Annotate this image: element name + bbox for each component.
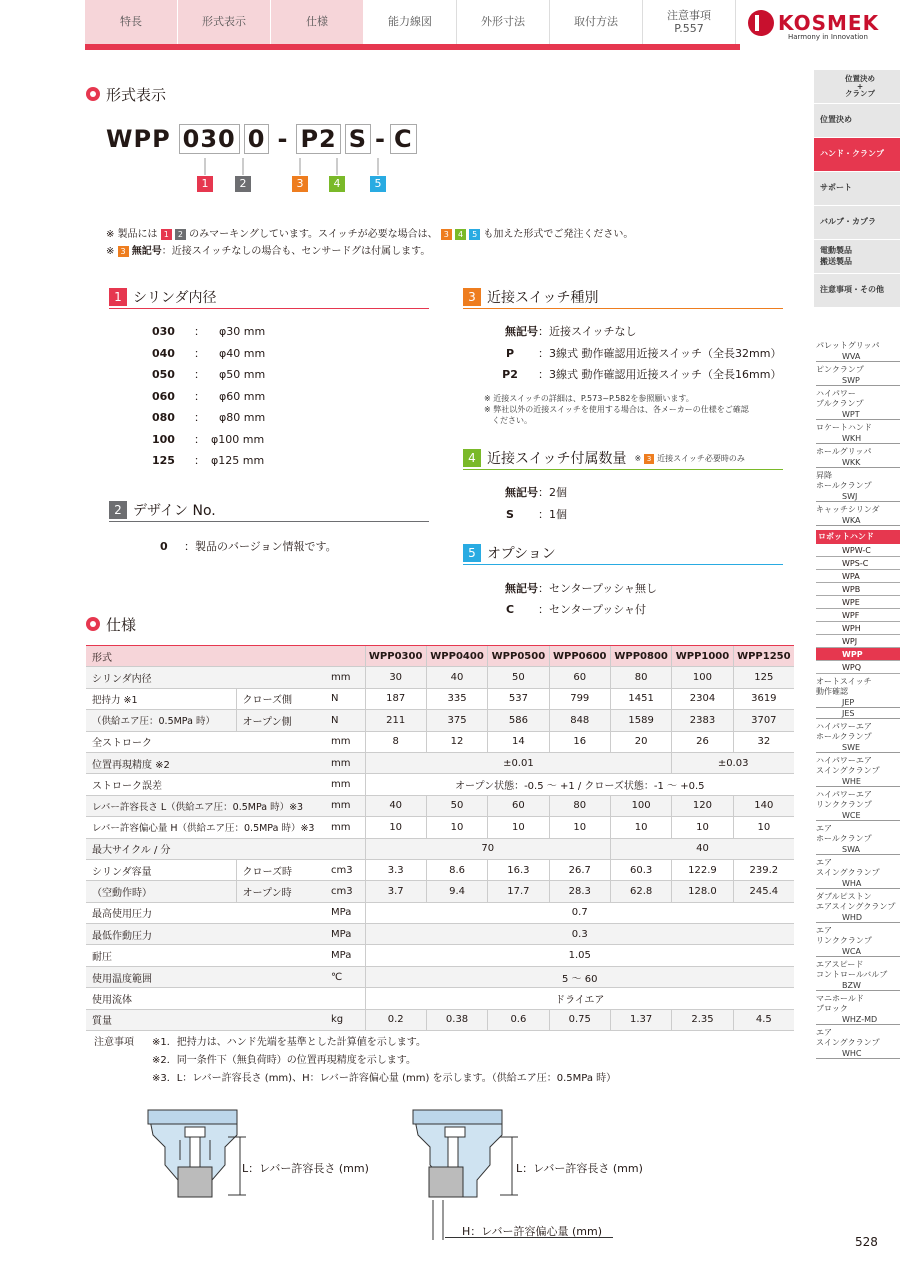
sidebar-item-code: JES	[816, 708, 900, 719]
tab-dimensions[interactable]: 外形寸法	[457, 0, 550, 44]
bore-row: 030 ： φ30 mm	[152, 325, 266, 338]
option-row: 無記号：センタープッシャ無し	[505, 582, 658, 595]
table-row: 使用温度範囲 ℃ 5 ～ 60	[86, 966, 794, 987]
sidebar-item-code: WCE	[816, 810, 900, 821]
model-code-leaders	[0, 0, 900, 200]
note-text: ※ 製品には	[106, 229, 158, 240]
table-row: 全ストローク mm 8 12 14 16 20 26 32	[86, 731, 794, 752]
inline-number-3: 3	[441, 229, 452, 240]
table-header-cell: WPP0500	[488, 646, 549, 667]
sidebar-item-label: エア スイングクランプ	[816, 858, 880, 877]
sidebar-item-code: SWE	[816, 742, 900, 753]
sidebar-item-wce[interactable]	[816, 787, 900, 821]
sidebar-item-label: オートスイッチ 動作確認	[816, 677, 872, 696]
section-title: オプション	[487, 546, 556, 562]
sidebar-item-code: WHD	[816, 912, 900, 923]
section-number: 2	[109, 501, 127, 519]
sidebar-item-code: WHA	[816, 878, 900, 889]
footnote: ※2．同一条件下（無負荷時）の位置再現精度を示します。	[152, 1055, 416, 1066]
sidebar-sub-wpa[interactable]: WPA	[816, 570, 900, 583]
sidebar-item-code: JEP	[816, 697, 900, 708]
sidebar-item-label: エア ホールクランプ	[816, 824, 872, 843]
sidebar-item-code: WKH	[816, 433, 900, 444]
section-underline	[463, 564, 783, 565]
marking-note	[106, 225, 633, 240]
section-underline	[109, 308, 429, 309]
model-part-switch: P2	[296, 124, 340, 154]
section-number: 3	[463, 288, 481, 306]
table-row: 使用流体 ドライエア	[86, 988, 794, 1009]
note-text: のみマーキングしています。スイッチが必要な場合は、	[189, 229, 438, 240]
table-row: レバー許容長さ L（供給エア圧：0.5MPa 時）※3 mm 40 50 60 80 100 120 140	[86, 795, 794, 816]
footnote-lines	[152, 1034, 616, 1088]
switch-row: P ：3線式 動作確認用近接スイッチ（全長32mm）	[505, 347, 782, 360]
section-5-header	[463, 543, 783, 563]
model-dash: -	[277, 125, 289, 153]
table-header-cell: WPP1250	[733, 646, 794, 667]
qty-row: S ：1個	[506, 508, 567, 521]
category-positioning-clamp[interactable]: 位置決め + クランプ	[814, 70, 900, 104]
inline-number-1: 1	[161, 229, 172, 240]
sidebar-item-wca[interactable]	[816, 923, 900, 957]
model-part-qty: S	[345, 124, 371, 154]
code-number-3: 3	[292, 176, 308, 192]
section-title-model: 形式表示	[106, 86, 167, 104]
table-row: （空動作時） オープン時 cm3 3.7 9.4 17.7 28.3 62.8 128.0 245.4	[86, 881, 794, 902]
sidebar-item-code: WPT	[816, 409, 900, 420]
switch-notes	[484, 393, 749, 426]
table-row: 耐圧 MPa 1.05	[86, 945, 794, 966]
section-number: 4	[463, 449, 481, 467]
table-header-cell: WPP1000	[672, 646, 733, 667]
section-4-header	[463, 448, 783, 468]
tab-cautions[interactable]: 注意事項 P.557	[643, 0, 736, 44]
table-row: （供給エア圧：0.5MPa 時） オープン側 N 211 375 586 848 1589 2383 3707	[86, 710, 794, 731]
section-underline	[109, 521, 429, 522]
code-number-5: 5	[370, 176, 386, 192]
category-valve-coupler[interactable]: バルブ・カプラ	[814, 206, 900, 240]
table-row: 位置再現精度 ※2 mm ±0.01 ±0.03	[86, 752, 794, 773]
tab-performance[interactable]: 能力線図	[364, 0, 457, 44]
section-bullet-icon	[86, 617, 100, 631]
note-text: も加えた形式でご発注ください。	[483, 229, 634, 240]
sidebar-item-label: 昇降 ホールクランプ	[816, 471, 872, 490]
sidebar-sub-wpf[interactable]: WPF	[816, 609, 900, 622]
table-row: ストローク誤差 mm オープン状態：-0.5 ～ +1 / クローズ状態：-1 ～ +0.5	[86, 774, 794, 795]
diagram-caption-eccentric: H：レバー許容偏心量 (mm)	[462, 1225, 603, 1238]
sidebar-item-wpt[interactable]	[816, 386, 900, 420]
footnote: ※3．L：レバー許容長さ (mm)、H：レバー許容偏心量 (mm) を示します。（供給エア圧：0.5MPa 時）	[152, 1073, 617, 1084]
table-row: シリンダ容量 クローズ時 cm3 3.3 8.6 16.3 26.7 60.3 122.9 239.2	[86, 859, 794, 880]
logo-tagline: Harmony in Innovation	[788, 33, 868, 41]
sidebar-item-code: SWA	[816, 844, 900, 855]
sidebar-item-whz-md[interactable]	[816, 991, 900, 1025]
sidebar-item-code: SWP	[816, 375, 900, 386]
section-title: シリンダ内径	[133, 290, 217, 306]
category-cautions[interactable]: 注意事項・その他	[814, 274, 900, 308]
table-header-cell: WPP0400	[426, 646, 487, 667]
sidebar-item-label: ロケートハンド	[816, 423, 872, 432]
table-row: 最大サイクル / 分 70 40	[86, 838, 794, 859]
table-row: レバー許容偏心量 H（供給エア圧：0.5MPa 時）※3 mm 10 10 10 10 10 10 10	[86, 817, 794, 838]
bore-row: 080 ： φ80 mm	[152, 411, 266, 424]
tab-mounting[interactable]: 取付方法	[550, 0, 643, 44]
table-header-cell: WPP0600	[549, 646, 610, 667]
inline-number-3: 3	[118, 246, 129, 257]
sidebar-sub-wpb[interactable]: WPB	[816, 583, 900, 596]
sidebar-item-wkk[interactable]	[816, 444, 900, 468]
inline-number-5: 5	[469, 229, 480, 240]
sidebar-item-jep[interactable]	[816, 674, 900, 708]
page-number: 528	[855, 1235, 878, 1249]
sidebar-sub-wpe[interactable]: WPE	[816, 596, 900, 609]
section-number: 5	[463, 544, 481, 562]
diagram-caption-length: L：レバー許容長さ (mm)	[242, 1162, 369, 1175]
design-row: 0 ：製品のバージョン情報です。	[160, 540, 337, 553]
table-header-cell: 形式	[86, 646, 365, 667]
sidebar-item-code: WHE	[816, 776, 900, 787]
sidebar-item-wka[interactable]	[816, 502, 900, 526]
table-header-row	[86, 646, 794, 667]
sidebar-item-code: SWJ	[816, 491, 900, 502]
table-row: 最低作動圧力 MPa 0.3	[86, 924, 794, 945]
note-text: ：近接スイッチなしの場合も、センサードグは付属します。	[161, 246, 431, 257]
table-row: 最高使用圧力 MPa 0.7	[86, 902, 794, 923]
sidebar-product-list	[816, 338, 900, 1059]
sidebar-item-label: キャッチシリンダ	[816, 505, 880, 514]
section-title: デザイン No.	[133, 503, 216, 519]
code-number-4: 4	[329, 176, 345, 192]
table-header-cell: WPP0800	[610, 646, 671, 667]
sidebar-item-label: ハイパワー プルクランプ	[816, 389, 864, 408]
sidebar-item-label: エア スイングクランプ	[816, 1028, 880, 1047]
sidebar-item-code: BZW	[816, 980, 900, 991]
note-text: ※	[106, 246, 115, 257]
section-1-header	[109, 287, 429, 307]
bore-row: 040 ： φ40 mm	[152, 347, 266, 360]
sidebar-item-label: ダブルピストン エアスイングクランプ	[816, 892, 896, 911]
switch-row: P2 ：3線式 動作確認用近接スイッチ（全長16mm）	[502, 368, 782, 381]
sidebar-item-label: パレットグリッパ	[816, 341, 880, 350]
sidebar-item-whc[interactable]	[816, 1025, 900, 1059]
table-row: シリンダ内径 mm 30 40 50 60 80 100 125	[86, 667, 794, 688]
bore-row: 100 ： φ100 mm	[152, 433, 265, 446]
sidebar-item-wkh[interactable]	[816, 420, 900, 444]
category-electric[interactable]: 電動製品 搬送製品	[814, 240, 900, 274]
sidebar-item-swa[interactable]	[816, 821, 900, 855]
sidebar-item-code: WKA	[816, 515, 900, 526]
sidebar-item-swp[interactable]	[816, 362, 900, 386]
footnote: ※1．把持力は、ハンド先端を基準とした計算値を示します。	[152, 1037, 426, 1048]
sidebar-item-label: ロボットハンド	[816, 530, 900, 544]
section-3-header	[463, 287, 783, 307]
sidebar-item-whd[interactable]	[816, 889, 900, 923]
sidebar-item-label: ハイパワーエア ホールクランプ	[816, 722, 872, 741]
sidebar-item-wva[interactable]	[816, 338, 900, 362]
sidebar-item-whe[interactable]	[816, 753, 900, 787]
sidebar-item-jes[interactable]	[816, 708, 900, 719]
table-header-cell: WPP0300	[365, 646, 426, 667]
sidebar-item-code: WHZ-MD	[816, 1014, 900, 1025]
sidebar-sub-wpj[interactable]: WPJ	[816, 635, 900, 648]
sidebar-sub-wph[interactable]: WPH	[816, 622, 900, 635]
sidebar-item-code: WVA	[816, 351, 900, 362]
table-row: 把持力 ※1 クローズ側 N 187 335 537 799 1451 2304 3619	[86, 688, 794, 709]
sidebar-item-bzw[interactable]	[816, 957, 900, 991]
sidebar-item-wha[interactable]	[816, 855, 900, 889]
sidebar-item-swj[interactable]	[816, 468, 900, 502]
category-hand-clamp[interactable]: ハンド・クランプ	[814, 138, 900, 172]
section-underline	[463, 308, 783, 309]
tab-features[interactable]: 特長	[85, 0, 178, 44]
table-row: 質量 kg 0.2 0.38 0.6 0.75 1.37 2.35 4.5	[86, 1009, 794, 1030]
sidebar-sub-wps-c[interactable]: WPS-C	[816, 557, 900, 570]
sidebar-item-label: エア リンククランプ	[816, 926, 872, 945]
bore-row: 060 ： φ60 mm	[152, 390, 266, 403]
qty-row: 無記号：2個	[505, 486, 567, 499]
model-series: WPP	[106, 125, 171, 153]
sidebar-item-label: マニホールド ブロック	[816, 994, 864, 1013]
model-part-option: C	[390, 124, 417, 154]
section-2-header	[109, 500, 429, 520]
category-support[interactable]: サポート	[814, 172, 900, 206]
logo-name: KOSMEK	[778, 11, 880, 35]
sidebar-item-label: ハイパワーエア リンククランプ	[816, 790, 872, 809]
sidebar-item-code: WCA	[816, 946, 900, 957]
section-4-note: ※ 3 近接スイッチ必要時のみ	[634, 453, 745, 463]
model-part-design: 0	[244, 124, 270, 154]
sidebar-item-label: エアスピード コントロールバルブ	[816, 960, 888, 979]
diagram-caption-length: L：レバー許容長さ (mm)	[516, 1162, 643, 1175]
sidebar-sub-wpp[interactable]: WPP	[816, 648, 900, 661]
inline-number-4: 4	[455, 229, 466, 240]
switch-note: ※ 弊社以外の近接スイッチを使用する場合は、各メーカーの仕様をご確認	[484, 405, 749, 414]
category-positioning[interactable]: 位置決め	[814, 104, 900, 138]
switch-note: ください。	[484, 416, 532, 425]
tab-model-code[interactable]: 形式表示	[178, 0, 271, 44]
sidebar-sub-wpw-c[interactable]: WPW-C	[816, 544, 900, 557]
sidebar-item-label: ピンクランプ	[816, 365, 864, 374]
spec-table	[86, 645, 794, 1031]
section-title: 近接スイッチ付属数量	[487, 451, 627, 467]
sidebar-item-label: ホールグリッパ	[816, 447, 872, 456]
model-part-bore: 030	[179, 124, 240, 154]
sidebar-item-label: ハイパワーエア スイングクランプ	[816, 756, 880, 775]
switch-note: ※ 近接スイッチの詳細は、P.573~P.582を参照願います。	[484, 394, 694, 403]
bore-row: 050 ： φ50 mm	[152, 368, 266, 381]
sidebar-item-robot-hand[interactable]	[816, 530, 900, 544]
code-number-1: 1	[197, 176, 213, 192]
section-title: 近接スイッチ種別	[487, 290, 599, 306]
tab-specifications[interactable]: 仕様	[271, 0, 364, 44]
sidebar-sub-wpq[interactable]: WPQ	[816, 661, 900, 674]
note-bold: 無記号	[131, 246, 162, 257]
code-number-2: 2	[235, 176, 251, 192]
model-dash: -	[375, 125, 386, 153]
sensor-dog-note	[106, 242, 430, 257]
option-row: C ：センタープッシャ付	[505, 603, 647, 616]
sidebar-item-code: WHC	[816, 1048, 900, 1059]
sidebar-item-code: WKK	[816, 457, 900, 468]
section-title-spec: 仕様	[106, 616, 137, 634]
section-underline	[463, 469, 783, 470]
footnote-label: 注意事項	[94, 1037, 134, 1048]
section-number: 1	[109, 288, 127, 306]
bore-row: 125 ： φ125 mm	[152, 454, 265, 467]
switch-row: 無記号：近接スイッチなし	[505, 325, 637, 338]
inline-number-2: 2	[175, 229, 186, 240]
sidebar-item-swe[interactable]	[816, 719, 900, 753]
